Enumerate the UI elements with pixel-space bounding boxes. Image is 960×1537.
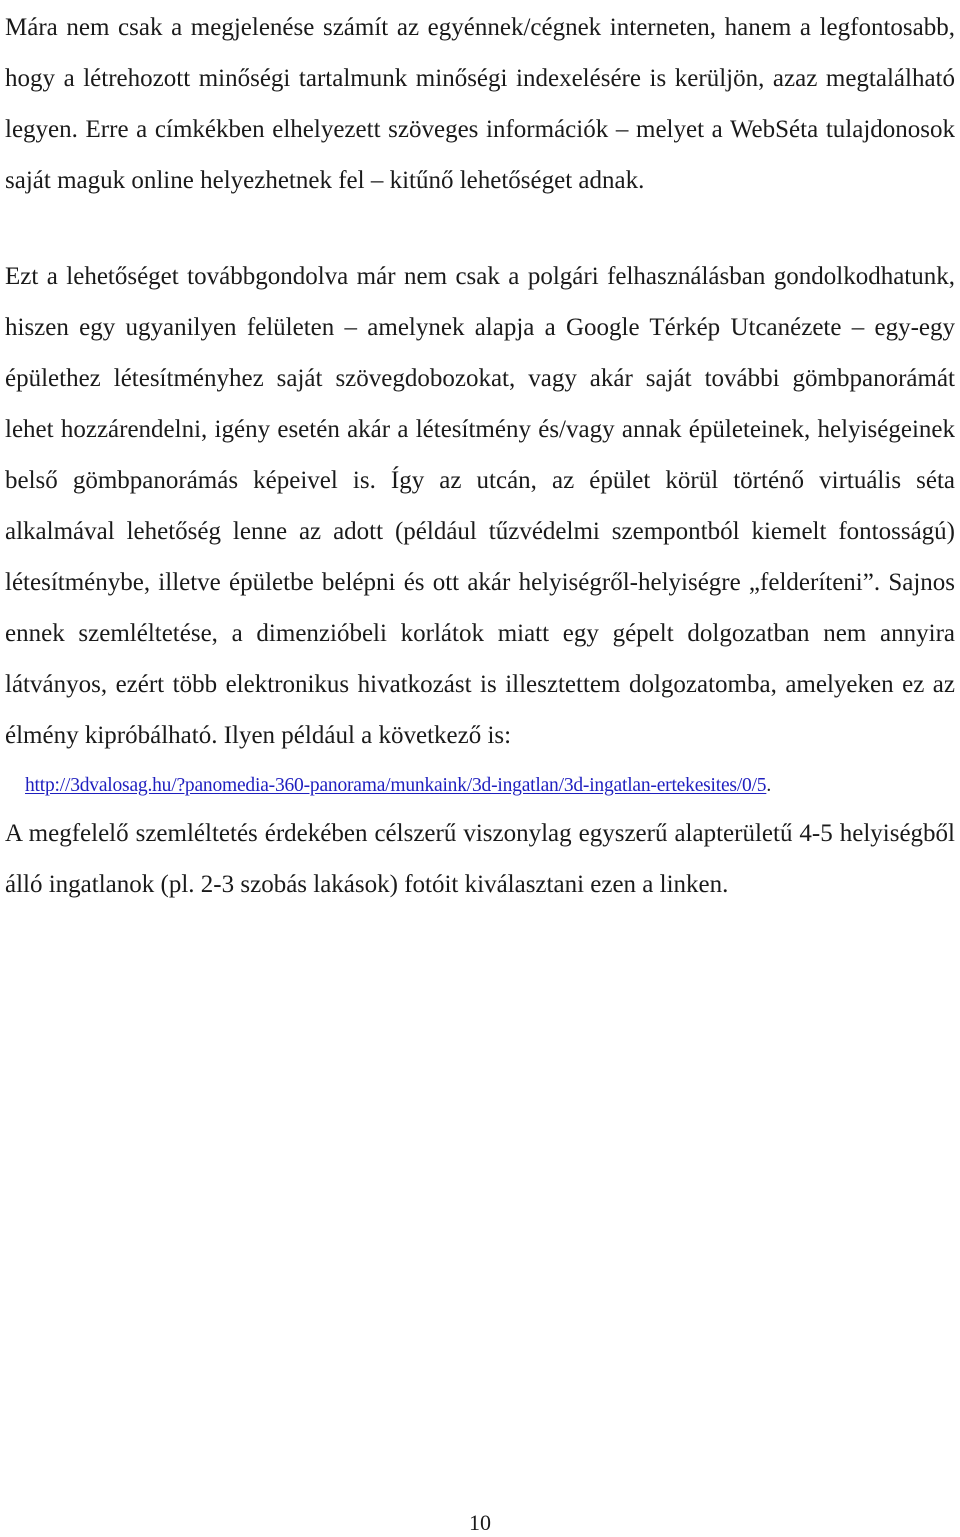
reference-link-period: .: [766, 775, 772, 796]
paragraph-selection-advice: A megfelelő szemléltetés érdekében célszerű viszonylag egyszerű alapterületű 4-5 helyiségből álló ingatlanok (pl. 2-3 szobás lakások) fotóit kiválasztani ezen a linken.: [5, 820, 955, 898]
reference-link[interactable]: http://3dvalosag.hu/?panomedia-360-panorama/munkaink/3d-ingatlan/3d-ingatlan-ertekesites/0/5: [25, 775, 767, 796]
document-page: [5, 0, 955, 910]
page-number: 10: [469, 1510, 491, 1535]
paragraph-indexing: Mára nem csak a megjelenése számít az egyénnek/cégnek interneten, hanem a legfontosabb, hogy a létrehozott minőségi tartalmunk minőségi indexelésére is kerüljön, azaz megtalálható legyen. Erre a címkékben elhelyezett szöveges információk – melyet a WebSéta tulajdonosok saját maguk online helyezhetnek fel – kitűnő lehetőséget adnak.: [5, 14, 955, 194]
paragraph-building-panoramas: Ezt a lehetőséget továbbgondolva már nem csak a polgári felhasználásban gondolkodhatunk, hiszen egy ugyanilyen felületen – amelynek alapja a Google Térkép Utcanézete – egy-egy épülethez létesítményhez saját szövegdobozokat, vagy akár saját további gömbpanorámát lehet hozzárendelni, igény esetén akár a létesítmény és/vagy annak épületeinek, helyiségeinek belső gömbpanorámás képeivel is. Így az utcán, az épület körül történő virtuális séta alkalmával lehetőség lenne az adott (például tűzvédelmi szempontból kiemelt fontosságú) létesítménybe, illetve épületbe belépni és ott akár helyiségről-helyiségre „felderíteni”. Sajnos ennek szemléltetése, a dimenzióbeli korlátok miatt egy gépelt dolgozatban nem annyira látványos, ezért több elektronikus hivatkozást is illesztettem dolgozatomba, amelyeken ez az élmény kipróbálható. Ilyen például a következő is:: [5, 263, 955, 749]
reference-link-line: [25, 766, 955, 806]
